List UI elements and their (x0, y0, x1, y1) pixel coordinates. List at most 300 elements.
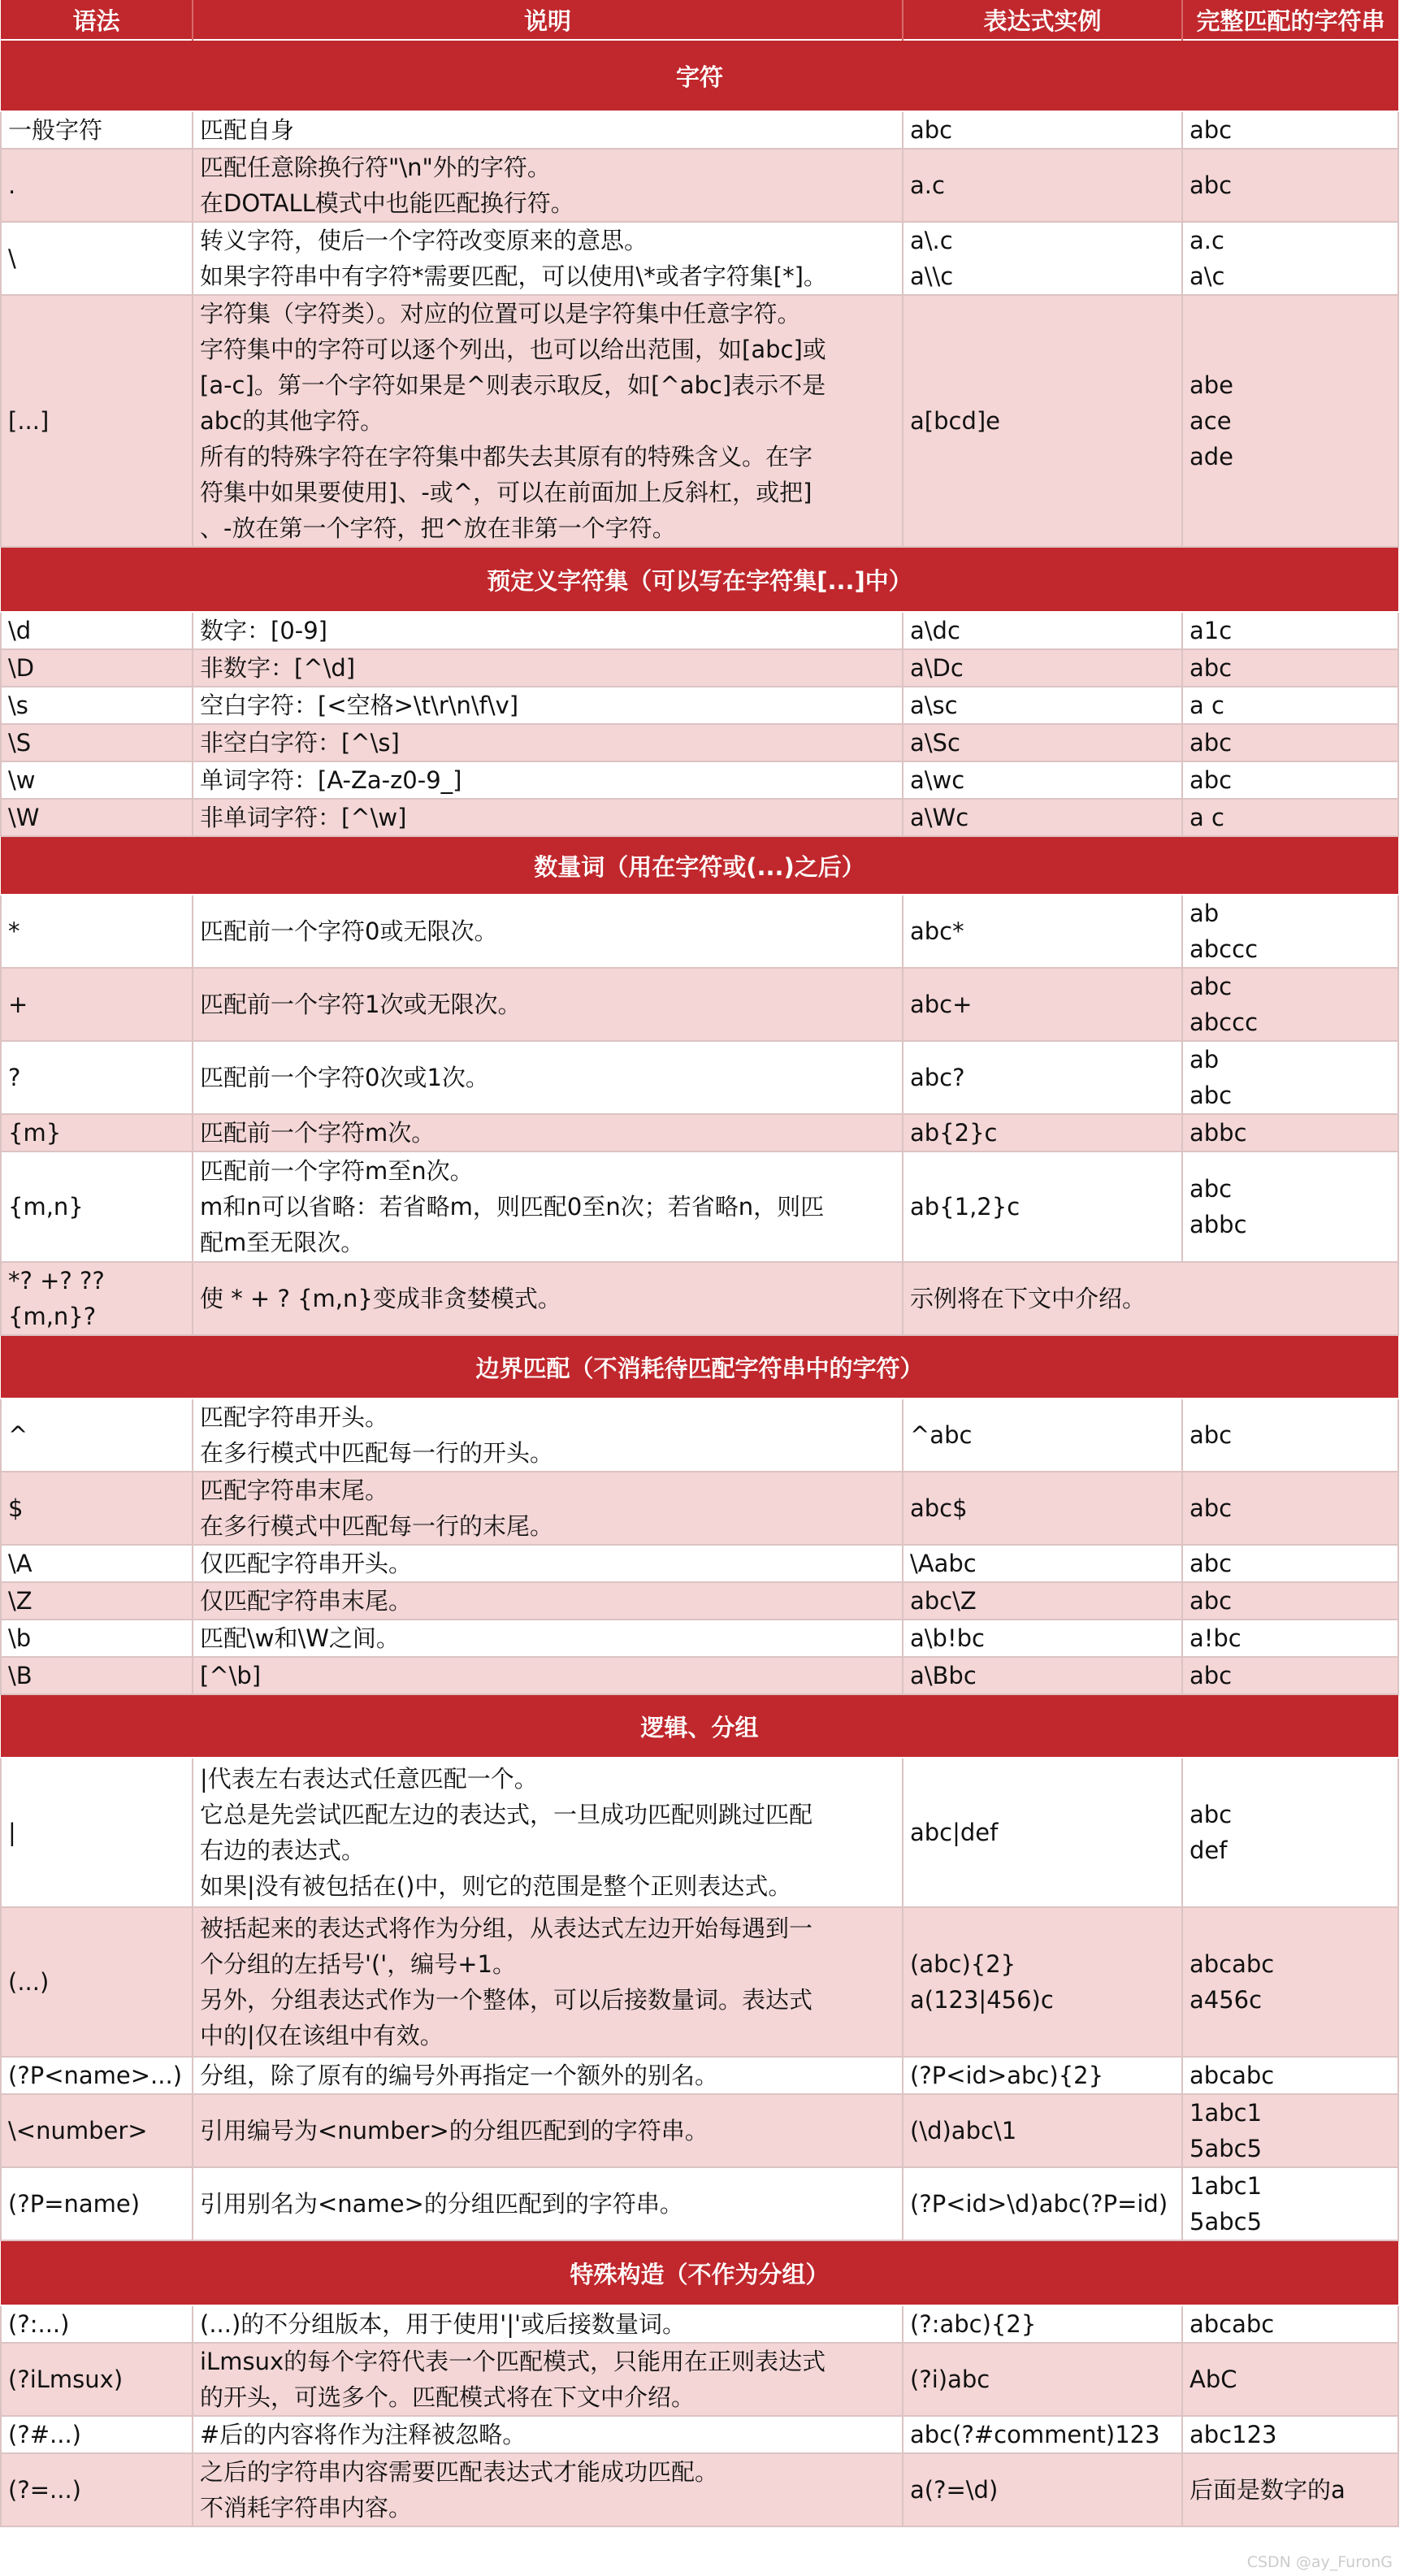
section-header-row (1, 836, 1398, 895)
match-cell-line: abc (1190, 1421, 1233, 1449)
description-cell-line: 字符集中的字符可以逐个列出，也可以给出范围，如[abc]或 (200, 336, 826, 363)
example-cell-line: (?:abc){2} (910, 2310, 1037, 2338)
description-cell-line: (...)的不分组版本，用于使用'|'或后接数量词。 (200, 2310, 686, 2338)
header-row (1, 0, 1398, 40)
section-title: 预定义字符集（可以写在字符集[...]中） (1, 547, 1398, 612)
match-cell-line: a456c (1190, 1986, 1263, 2014)
match-cell (1182, 2057, 1398, 2094)
match-cell (1182, 149, 1398, 222)
section-header-row (1, 1694, 1398, 1758)
description-cell-line: 匹配任意除换行符"\n"外的字符。 (200, 154, 551, 181)
description-cell-line: 引用编号为<number>的分组匹配到的字符串。 (200, 2117, 708, 2144)
match-cell (1182, 2453, 1398, 2526)
syntax-cell (1, 612, 193, 649)
example-cell (903, 1620, 1182, 1657)
match-cell (1182, 2416, 1398, 2453)
description-cell (193, 649, 903, 687)
match-cell-line: abc (1190, 729, 1233, 757)
description-cell-line: 匹配前一个字符0次或1次。 (200, 1064, 489, 1091)
match-cell-line: abc (1190, 171, 1233, 199)
match-cell-line: abc (1190, 1082, 1233, 1109)
example-cell-line: a\b!bc (910, 1624, 985, 1652)
match-cell (1182, 895, 1398, 968)
description-cell-line: 匹配前一个字符0或无限次。 (200, 917, 498, 945)
syntax-cell (1, 222, 193, 295)
match-cell (1182, 1151, 1398, 1262)
syntax-cell-line: 一般字符 (8, 116, 103, 144)
header-syntax: 语法 (1, 0, 193, 40)
example-cell (903, 1472, 1182, 1545)
description-cell (193, 1472, 903, 1545)
syntax-cell (1, 1907, 193, 2057)
syntax-cell (1, 1472, 193, 1545)
table-row (1, 799, 1398, 836)
table-row (1, 1657, 1398, 1694)
example-cell-line: ab{1,2}c (910, 1193, 1020, 1221)
description-cell (193, 1114, 903, 1151)
example-cell-line: \Aabc (910, 1550, 977, 1577)
description-cell (193, 1582, 903, 1620)
match-cell-line: ab (1190, 1046, 1220, 1073)
syntax-cell (1, 295, 193, 547)
table-row (1, 1114, 1398, 1151)
match-cell (1182, 1545, 1398, 1582)
description-cell (193, 1657, 903, 1694)
description-cell-line: 在多行模式中匹配每一行的开头。 (200, 1439, 554, 1467)
example-cell (903, 1151, 1182, 1262)
description-cell-line: 匹配\w和\W之间。 (200, 1624, 400, 1652)
description-cell-line: 右边的表达式。 (200, 1837, 366, 1864)
description-cell (193, 761, 903, 799)
description-cell (193, 612, 903, 649)
match-cell (1182, 295, 1398, 547)
description-cell-line: 它总是先尝试匹配左边的表达式，一旦成功匹配则跳过匹配 (200, 1801, 813, 1828)
match-cell-line: abc (1190, 654, 1233, 682)
table-row (1, 649, 1398, 687)
syntax-cell (1, 1657, 193, 1694)
match-cell (1182, 2167, 1398, 2240)
example-cell-line: a\Bbc (910, 1662, 977, 1689)
description-cell-line: 匹配前一个字符m次。 (200, 1119, 436, 1147)
syntax-cell-line: \ (8, 245, 16, 272)
description-cell-line: #后的内容将作为注释被忽略。 (200, 2421, 526, 2448)
description-cell-line: 非数字：[^\d] (200, 654, 356, 682)
example-cell (903, 1907, 1182, 2057)
table-body (1, 40, 1398, 2526)
section-title: 边界匹配（不消耗待匹配字符串中的字符） (1, 1335, 1398, 1399)
match-cell-line: abc123 (1190, 2421, 1277, 2448)
example-cell-line: abc? (910, 1064, 965, 1091)
syntax-cell-line: (?#...) (8, 2421, 81, 2448)
example-cell-line: a\.c (910, 227, 953, 254)
example-cell-line: abc\Z (910, 1587, 977, 1615)
example-cell-line: a\dc (910, 617, 960, 644)
syntax-cell-line: (?iLmsux) (8, 2366, 124, 2393)
example-cell (903, 799, 1182, 836)
match-cell (1182, 1758, 1398, 1907)
match-cell (1182, 1399, 1398, 1472)
description-cell-line: 在多行模式中匹配每一行的末尾。 (200, 1512, 554, 1540)
example-cell-line: (\d)abc\1 (910, 2117, 1017, 2144)
example-cell-line: a\\c (910, 262, 954, 290)
syntax-cell-line: \W (8, 804, 40, 831)
syntax-cell-line: * (8, 917, 20, 945)
example-cell (903, 1545, 1182, 1582)
syntax-cell (1, 1114, 193, 1151)
match-cell-line: abc (1190, 1801, 1233, 1828)
description-cell-line: 不消耗字符串内容。 (200, 2494, 413, 2522)
match-cell (1182, 687, 1398, 724)
description-cell (193, 149, 903, 222)
description-cell-line: 数字：[0-9] (200, 617, 327, 644)
syntax-cell (1, 2305, 193, 2343)
description-cell (193, 1620, 903, 1657)
description-cell-line: [^\b] (200, 1662, 262, 1689)
description-cell-line: m和n可以省略：若省略m，则匹配0至n次；若省略n，则匹 (200, 1193, 825, 1221)
example-cell-line: a(?=\d) (910, 2476, 999, 2504)
match-cell (1182, 1907, 1398, 2057)
syntax-cell (1, 724, 193, 761)
example-cell-line: abc$ (910, 1494, 968, 1522)
description-cell-line: 在DOTALL模式中也能匹配换行符。 (200, 189, 574, 217)
match-cell-line: abbc (1190, 1211, 1247, 1238)
table-row (1, 1041, 1398, 1114)
table-row (1, 2343, 1398, 2416)
example-cell (903, 2305, 1182, 2343)
match-cell (1182, 2094, 1398, 2167)
table-row (1, 1758, 1398, 1907)
description-cell-line: 仅匹配字符串末尾。 (200, 1587, 413, 1615)
table-row (1, 2057, 1398, 2094)
example-cell-line: abc* (910, 917, 964, 945)
table-row (1, 1582, 1398, 1620)
description-cell-line: 配m至无限次。 (200, 1229, 365, 1256)
syntax-cell (1, 2453, 193, 2526)
syntax-cell (1, 1758, 193, 1907)
example-cell-line: ^abc (910, 1421, 973, 1449)
syntax-cell-line: (?P=name) (8, 2190, 141, 2218)
syntax-cell (1, 2343, 193, 2416)
example-cell-line: a\sc (910, 692, 958, 719)
syntax-cell-line: \S (8, 729, 32, 757)
table-row (1, 1151, 1398, 1262)
table-row (1, 1399, 1398, 1472)
description-cell (193, 2416, 903, 2453)
description-cell-line: 、-放在第一个字符，把^放在非第一个字符。 (200, 514, 676, 542)
description-cell (193, 1151, 903, 1262)
match-cell (1182, 111, 1398, 149)
syntax-cell-line: \D (8, 654, 35, 682)
example-cell-line: a\Wc (910, 804, 969, 831)
syntax-cell-line: \d (8, 617, 32, 644)
table-row (1, 724, 1398, 761)
description-cell-line: 字符集（字符类）。对应的位置可以是字符集中任意字符。 (200, 300, 801, 327)
match-cell-line: abc (1190, 1175, 1233, 1203)
match-cell-line: abc (1190, 1550, 1233, 1577)
table-row (1, 612, 1398, 649)
example-cell-line: a\wc (910, 766, 965, 794)
syntax-cell-line: ? (8, 1064, 21, 1091)
example-cell (903, 149, 1182, 222)
example-cell-line: (abc){2} (910, 1950, 1016, 1978)
match-cell-line: abbc (1190, 1119, 1247, 1147)
example-cell-line: abc|def (910, 1819, 999, 1846)
syntax-cell (1, 2167, 193, 2240)
description-cell-line: 如果|没有被包括在()中，则它的范围是整个正则表达式。 (200, 1872, 792, 1900)
example-cell (903, 1582, 1182, 1620)
match-cell-line: abcabc (1190, 1950, 1275, 1978)
description-cell-line: 符集中如果要使用]、-或^，可以在前面加上反斜杠，或把] (200, 479, 812, 506)
syntax-cell-line: \Z (8, 1587, 32, 1615)
description-cell (193, 2094, 903, 2167)
description-cell-line: 分组，除了原有的编号外再指定一个额外的别名。 (200, 2062, 719, 2089)
table-row (1, 149, 1398, 222)
description-cell (193, 2057, 903, 2094)
match-cell-line: abe (1190, 371, 1234, 399)
syntax-cell-line: \B (8, 1662, 32, 1689)
match-cell-line: def (1190, 1837, 1228, 1864)
section-header-row (1, 2240, 1398, 2305)
syntax-cell (1, 2416, 193, 2453)
match-cell-line: abc (1190, 766, 1233, 794)
section-title: 逻辑、分组 (1, 1694, 1398, 1758)
example-cell (903, 2167, 1182, 2240)
description-cell-line: 转义字符，使后一个字符改变原来的意思。 (200, 227, 648, 254)
match-cell-line: abcabc (1190, 2310, 1275, 2338)
description-cell-line: 另外，分组表达式作为一个整体，可以后接数量词。表达式 (200, 1986, 813, 2014)
example-cell (903, 222, 1182, 295)
match-cell (1182, 1657, 1398, 1694)
description-cell-line: abc的其他字符。 (200, 407, 384, 435)
description-cell (193, 1758, 903, 1907)
example-cell (903, 2343, 1182, 2416)
table-row (1, 687, 1398, 724)
syntax-cell (1, 1262, 193, 1335)
description-cell (193, 895, 903, 968)
description-cell-line: 匹配前一个字符m至n次。 (200, 1157, 474, 1185)
table-row (1, 1545, 1398, 1582)
description-cell (193, 2167, 903, 2240)
description-cell-line: iLmsux的每个字符代表一个匹配模式，只能用在正则表达式 (200, 2348, 826, 2375)
syntax-cell (1, 2094, 193, 2167)
section-header-row (1, 40, 1398, 111)
table-row (1, 1472, 1398, 1545)
section-title: 数量词（用在字符或(...)之后） (1, 836, 1398, 895)
example-cell (903, 612, 1182, 649)
watermark: CSDN @ay_FuronG (1246, 2553, 1393, 2571)
description-cell (193, 2343, 903, 2416)
syntax-cell-line: (?=...) (8, 2476, 81, 2504)
description-cell-line: 非单词字符：[^\w] (200, 804, 407, 831)
table-row (1, 761, 1398, 799)
syntax-cell-line: (?P<name>...) (8, 2062, 183, 2089)
syntax-cell-line: \b (8, 1624, 32, 1652)
syntax-cell (1, 1151, 193, 1262)
description-cell-line: [a-c]。第一个字符如果是^则表示取反，如[^abc]表示不是 (200, 371, 826, 399)
example-cell-line: abc (910, 116, 953, 144)
description-cell (193, 2305, 903, 2343)
match-cell-line: abcabc (1190, 2062, 1275, 2089)
syntax-cell-line: (?:...) (8, 2310, 70, 2338)
header-example: 表达式实例 (903, 0, 1182, 40)
table-row (1, 895, 1398, 968)
syntax-cell (1, 149, 193, 222)
syntax-cell-line: (...) (8, 1968, 50, 1996)
description-cell (193, 1545, 903, 1582)
syntax-cell-line: $ (8, 1494, 24, 1522)
example-cell (903, 2416, 1182, 2453)
example-cell (903, 1758, 1182, 1907)
syntax-cell-line: *? +? ?? (8, 1267, 105, 1295)
description-cell-line: 之后的字符串内容需要匹配表达式才能成功匹配。 (200, 2458, 719, 2486)
example-cell (903, 687, 1182, 724)
example-cell (903, 895, 1182, 968)
syntax-cell (1, 1545, 193, 1582)
match-cell-line: a.c (1190, 227, 1224, 254)
description-cell-line: 匹配自身 (200, 116, 295, 144)
syntax-cell-line: \s (8, 692, 28, 719)
match-cell (1182, 222, 1398, 295)
description-cell-line: 个分组的左括号'('，编号+1。 (200, 1950, 517, 1978)
syntax-cell-line: \<number> (8, 2117, 148, 2144)
match-cell (1182, 649, 1398, 687)
description-cell (193, 1041, 903, 1114)
match-cell (1182, 612, 1398, 649)
match-cell-line: abc (1190, 1494, 1233, 1522)
table-row (1, 1907, 1398, 2057)
example-cell (903, 724, 1182, 761)
syntax-cell-line: ^ (8, 1421, 28, 1449)
description-cell-line: 仅匹配字符串开头。 (200, 1550, 413, 1577)
match-cell-line: ace (1190, 407, 1232, 435)
example-cell (903, 1114, 1182, 1151)
match-cell-line: AbC (1190, 2366, 1237, 2393)
match-cell (1182, 799, 1398, 836)
description-cell-line: 引用别名为<name>的分组匹配到的字符串。 (200, 2190, 683, 2218)
syntax-cell (1, 1041, 193, 1114)
description-cell (193, 687, 903, 724)
syntax-cell (1, 111, 193, 149)
header-matched-string: 完整匹配的字符串 (1182, 0, 1398, 40)
example-cell-line: abc(?#comment)123 (910, 2421, 1160, 2448)
example-cell-line: abc+ (910, 991, 973, 1018)
description-cell-line: 所有的特殊字符在字符集中都失去其原有的特殊含义。在字 (200, 443, 813, 471)
match-cell (1182, 761, 1398, 799)
match-cell-line: abc (1190, 973, 1233, 1000)
description-cell-line: 被括起来的表达式将作为分组，从表达式左边开始每遇到一 (200, 1915, 813, 1942)
description-cell (193, 111, 903, 149)
example-cell-line: a.c (910, 171, 945, 199)
example-cell (903, 1399, 1182, 1472)
match-cell-line: 5abc5 (1190, 2208, 1263, 2236)
syntax-cell-line: \A (8, 1550, 32, 1577)
syntax-cell-line: | (8, 1819, 16, 1846)
description-cell-line: 匹配字符串开头。 (200, 1403, 389, 1431)
example-cell (903, 111, 1182, 149)
example-cell (903, 1262, 1398, 1335)
match-cell-line: abc (1190, 116, 1233, 144)
section-title: 特殊构造（不作为分组） (1, 2240, 1398, 2305)
table-row (1, 1262, 1398, 1335)
match-cell-line: 5abc5 (1190, 2135, 1263, 2162)
description-cell-line: 如果字符串中有字符*需要匹配，可以使用\*或者字符集[*]。 (200, 262, 827, 290)
example-cell (903, 2094, 1182, 2167)
syntax-cell (1, 895, 193, 968)
table-row (1, 295, 1398, 547)
match-cell (1182, 968, 1398, 1041)
match-cell-line: abccc (1190, 935, 1259, 963)
syntax-cell (1, 761, 193, 799)
description-cell (193, 222, 903, 295)
table-row (1, 111, 1398, 149)
table-row (1, 2305, 1398, 2343)
table-row (1, 2167, 1398, 2240)
example-cell-line: 示例将在下文中介绍。 (910, 1285, 1146, 1312)
syntax-cell (1, 1620, 193, 1657)
description-cell (193, 2453, 903, 2526)
example-cell-line: a(123|456)c (910, 1986, 1054, 2014)
description-cell-line: 使 * + ? {m,n}变成非贪婪模式。 (200, 1285, 561, 1312)
match-cell-line: abccc (1190, 1008, 1259, 1036)
description-cell-line: |代表左右表达式任意匹配一个。 (200, 1765, 538, 1793)
syntax-cell-line: + (8, 991, 28, 1018)
match-cell (1182, 1582, 1398, 1620)
section-title: 字符 (1, 40, 1398, 111)
match-cell-line: abc (1190, 1587, 1233, 1615)
description-cell (193, 1399, 903, 1472)
example-cell-line: (?P<id>\d)abc(?P=id) (910, 2190, 1168, 2218)
match-cell-line: a c (1190, 804, 1224, 831)
table-row (1, 222, 1398, 295)
table-row (1, 2453, 1398, 2526)
example-cell (903, 761, 1182, 799)
description-cell-line: 的开头，可选多个。匹配模式将在下文中介绍。 (200, 2383, 696, 2411)
match-cell-line: 后面是数字的a (1190, 2476, 1346, 2504)
description-cell-line: 空白字符：[<空格>\t\r\n\f\v] (200, 692, 519, 719)
syntax-cell (1, 1399, 193, 1472)
match-cell-line: a\c (1190, 262, 1225, 290)
example-cell (903, 1657, 1182, 1694)
example-cell-line: ab{2}c (910, 1119, 998, 1147)
example-cell-line: a\Sc (910, 729, 960, 757)
syntax-cell (1, 649, 193, 687)
match-cell (1182, 2343, 1398, 2416)
syntax-cell (1, 687, 193, 724)
description-cell-line: 单词字符：[A-Za-z0-9_] (200, 766, 462, 794)
syntax-cell (1, 1582, 193, 1620)
match-cell-line: a c (1190, 692, 1224, 719)
example-cell (903, 649, 1182, 687)
syntax-cell-line: {m} (8, 1119, 62, 1147)
match-cell-line: abc (1190, 1662, 1233, 1689)
match-cell (1182, 1114, 1398, 1151)
description-cell (193, 1262, 903, 1335)
description-cell (193, 724, 903, 761)
syntax-cell-line: {m,n}? (8, 1303, 97, 1330)
match-cell-line: 1abc1 (1190, 2099, 1263, 2127)
table-row (1, 1620, 1398, 1657)
example-cell-line: (?i)abc (910, 2366, 990, 2393)
section-header-row (1, 547, 1398, 612)
example-cell-line: (?P<id>abc){2} (910, 2062, 1104, 2089)
match-cell-line: ab (1190, 900, 1220, 927)
example-cell (903, 295, 1182, 547)
description-cell-line: 匹配字符串末尾。 (200, 1477, 389, 1504)
description-cell (193, 968, 903, 1041)
description-cell-line: 中的|仅在该组中有效。 (200, 2022, 444, 2049)
match-cell-line: 1abc1 (1190, 2172, 1263, 2200)
match-cell (1182, 1620, 1398, 1657)
